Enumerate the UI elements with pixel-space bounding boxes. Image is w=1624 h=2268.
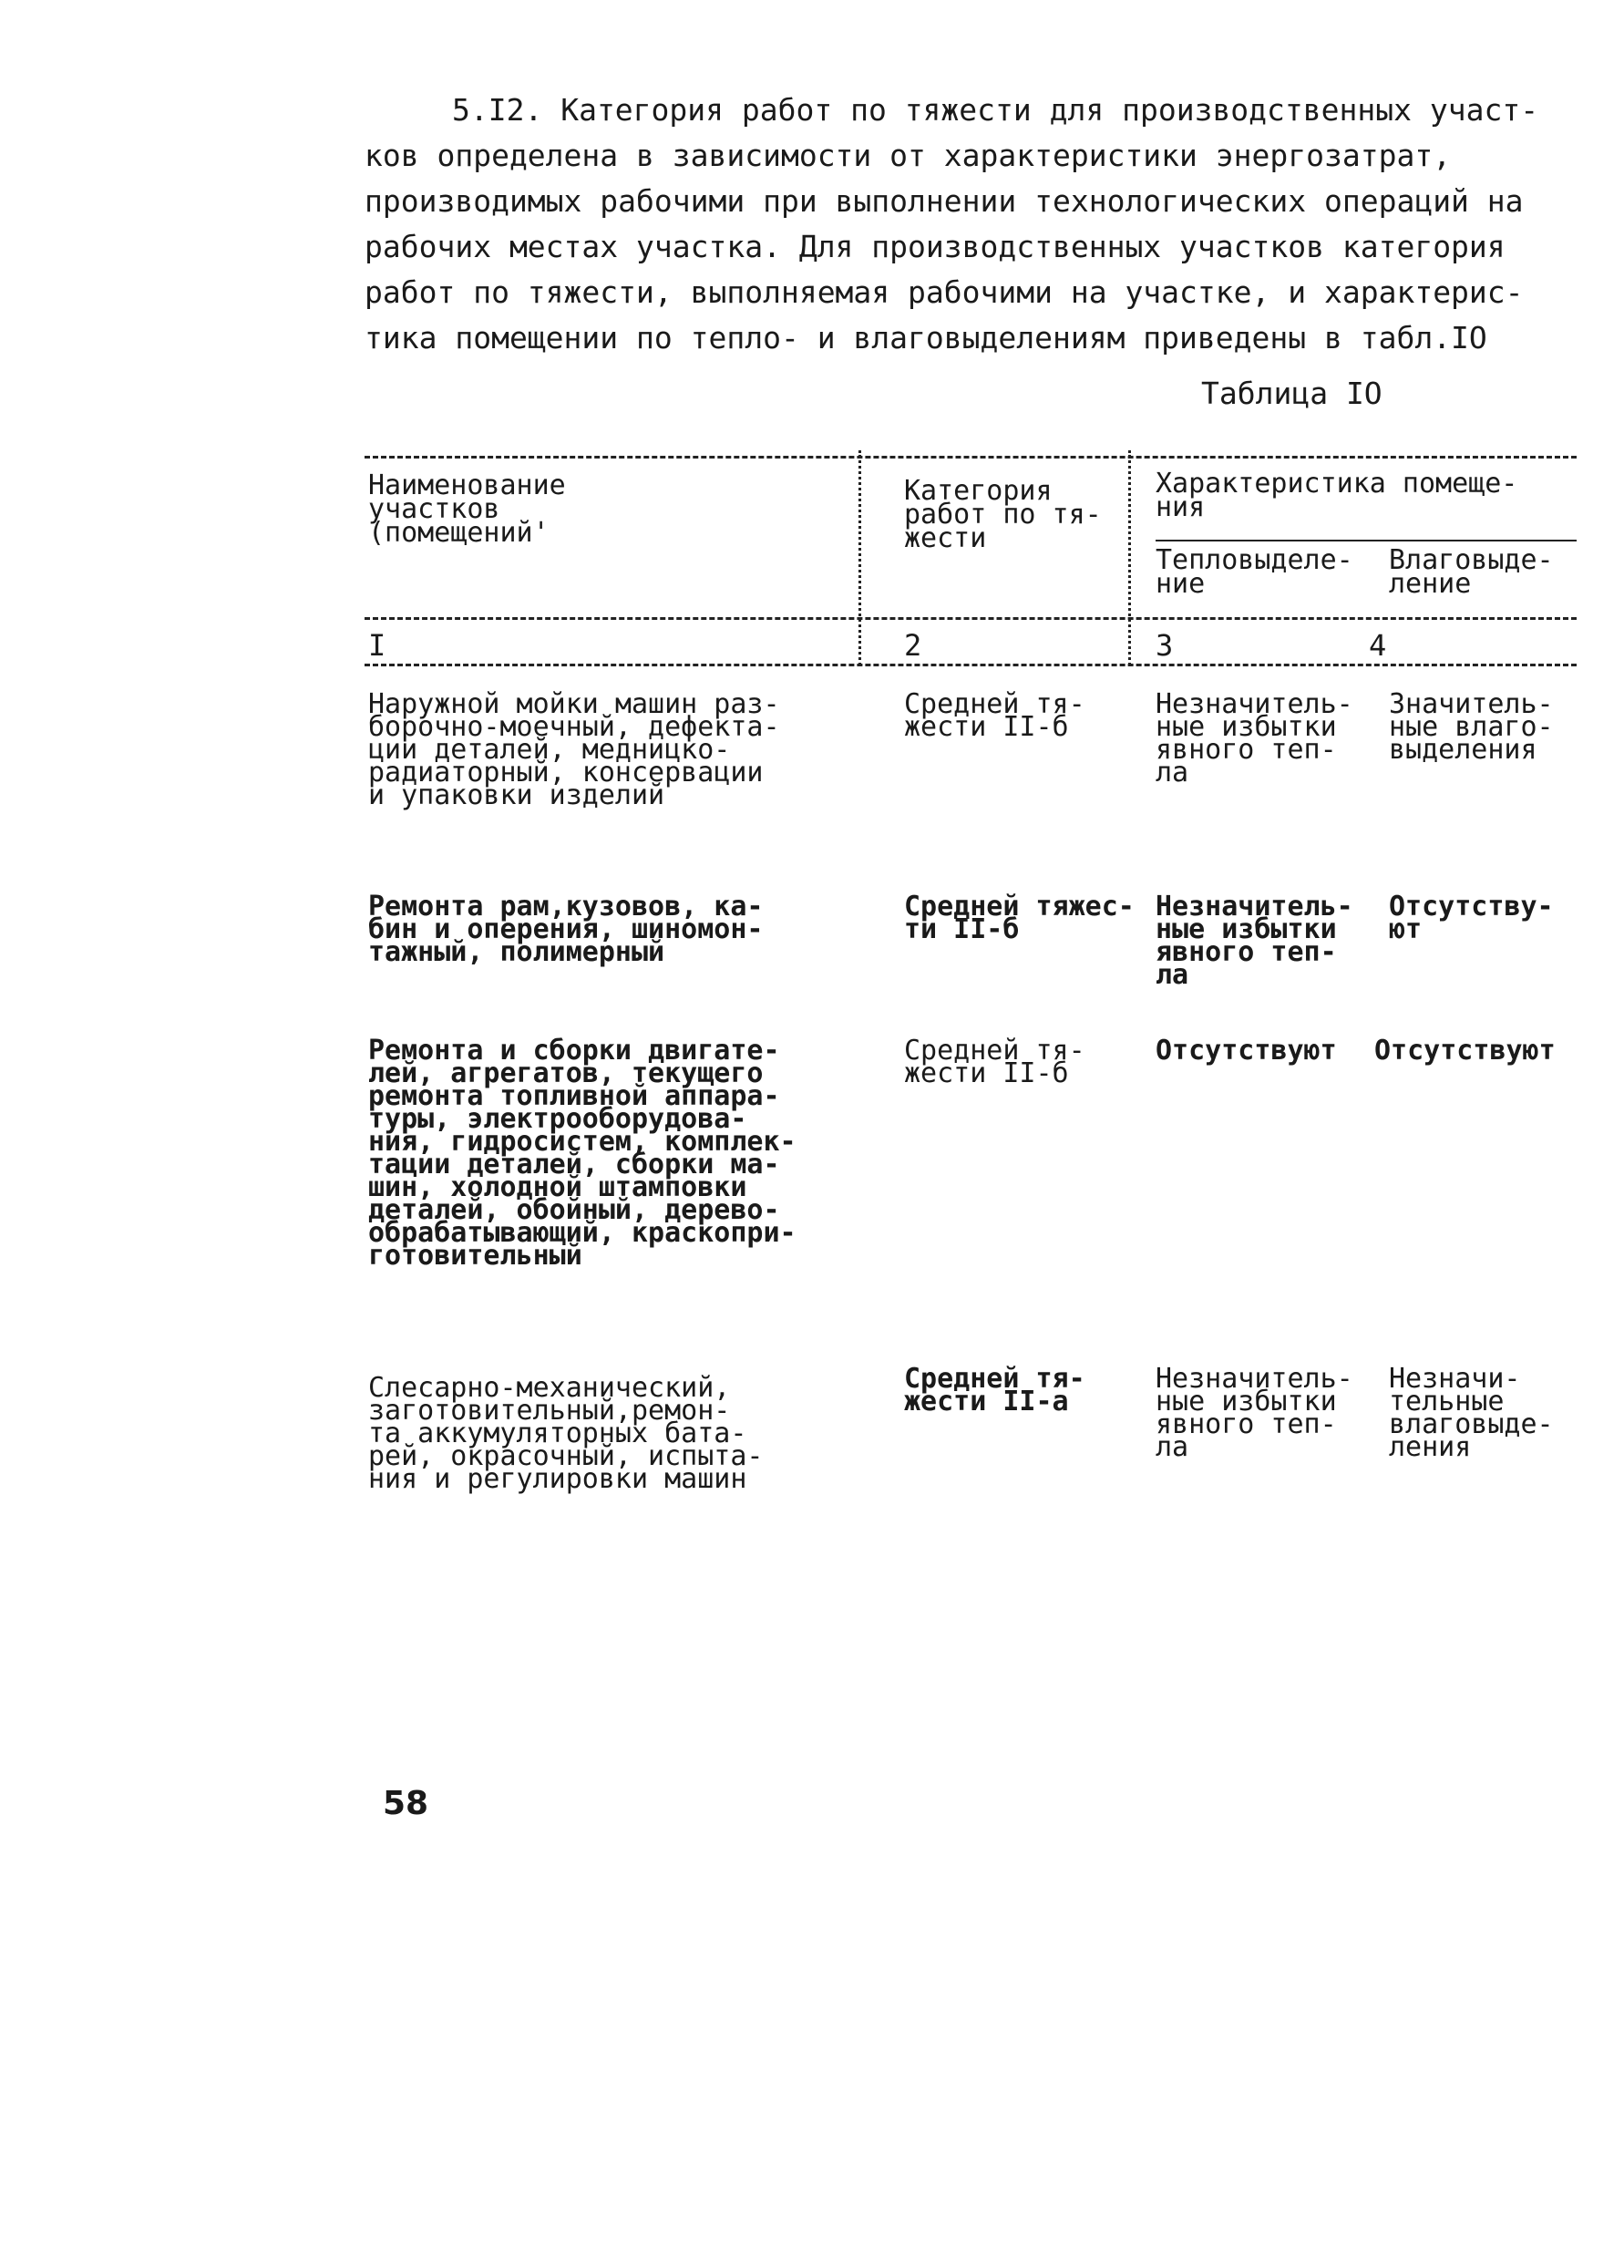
header-text: ния bbox=[1156, 491, 1206, 523]
column-number: 3 bbox=[1156, 628, 1174, 663]
row2-heat bbox=[1156, 891, 1353, 991]
row1-category bbox=[904, 688, 1085, 743]
header-col3 bbox=[1156, 544, 1353, 600]
row3-category bbox=[904, 1035, 1085, 1089]
intro-line: ков определена в зависимости от характеристики энергозатрат, bbox=[365, 138, 1452, 173]
intro-line: производимых рабочими при выполнении технологических операций на bbox=[365, 183, 1524, 219]
intro-paragraph bbox=[365, 88, 1549, 361]
cell-text: ют bbox=[1389, 913, 1423, 945]
cell-text: влаговыде- bbox=[1389, 1408, 1554, 1440]
cell-text: ла bbox=[1156, 1431, 1189, 1463]
cell-text: рей, окрасочный, испыта- bbox=[368, 1440, 764, 1472]
header-group bbox=[1156, 468, 1518, 523]
header-text: Наименование bbox=[368, 469, 566, 501]
row4-moisture bbox=[1389, 1363, 1554, 1463]
header-text: (помещений' bbox=[368, 517, 550, 549]
cell-text: ные влаго- bbox=[1389, 711, 1554, 743]
header-rule bbox=[365, 617, 1577, 620]
cell-text: и упаковки изделий bbox=[368, 779, 665, 811]
row1-heat bbox=[1156, 688, 1353, 789]
intro-line: работ по тяжести, выполняемая рабочими на участке, и характерис- bbox=[365, 274, 1524, 310]
column-separator bbox=[858, 450, 861, 665]
cell-text: Наружной мойки машин раз- bbox=[368, 688, 780, 720]
cell-text: деталей, обойный, дерево- bbox=[368, 1194, 780, 1226]
cell-text: лей, агрегатов, текущего bbox=[368, 1057, 764, 1089]
cell-text: выделения bbox=[1389, 734, 1537, 766]
header-col2 bbox=[904, 475, 1102, 554]
cell-text: тельные bbox=[1389, 1386, 1505, 1418]
intro-line: тика помещении по тепло- и влаговыделениям приведены в табл.IO bbox=[365, 320, 1487, 356]
cell-text: Незначи- bbox=[1389, 1363, 1521, 1395]
header-text: жести bbox=[904, 522, 987, 554]
cell-text: явного теп- bbox=[1156, 1408, 1337, 1440]
header-text: работ по тя- bbox=[904, 499, 1102, 531]
cell-text: шин, холодной штамповки bbox=[368, 1171, 747, 1203]
cell-text: жести II-б bbox=[904, 711, 1069, 743]
cell-text: ления bbox=[1389, 1431, 1472, 1463]
cell-text: Слесарно-механический, bbox=[368, 1372, 731, 1404]
header-text: Тепловыделе- bbox=[1156, 544, 1353, 576]
page-number: 58 bbox=[383, 1785, 429, 1822]
row3-moisture bbox=[1374, 1035, 1556, 1067]
cell-text: борочно-моечный, дефекта- bbox=[368, 711, 780, 743]
cell-text: Незначитель- bbox=[1156, 891, 1353, 923]
cell-text: ния, гидросистем, комплек- bbox=[368, 1126, 797, 1158]
row2-category bbox=[904, 891, 1135, 945]
cell-text: Ремонта и сборки двигате- bbox=[368, 1035, 780, 1067]
header-text: Характеристика помеще- bbox=[1156, 468, 1518, 500]
row3-name bbox=[368, 1035, 797, 1272]
column-number: 4 bbox=[1369, 628, 1387, 663]
cell-text: тации деталей, сборки ма- bbox=[368, 1149, 780, 1180]
table-caption: Таблица IO bbox=[1201, 376, 1382, 411]
cell-text: туры, электрооборудова- bbox=[368, 1103, 747, 1135]
column-separator bbox=[1128, 450, 1131, 665]
cell-text: ния и регулировки машин bbox=[368, 1463, 747, 1495]
row3-heat bbox=[1156, 1035, 1337, 1067]
row4-category bbox=[904, 1363, 1085, 1418]
cell-text: та аккумуляторных бата- bbox=[368, 1418, 747, 1449]
row1-name bbox=[368, 688, 780, 811]
header-text: ние bbox=[1156, 568, 1206, 600]
numbers-rule bbox=[365, 664, 1577, 666]
header-text: Влаговыде- bbox=[1389, 544, 1554, 576]
cell-text: ла bbox=[1156, 757, 1189, 789]
header-text: ление bbox=[1389, 568, 1472, 600]
row2-name bbox=[368, 891, 764, 968]
cell-text: Незначитель- bbox=[1156, 1363, 1353, 1395]
cell-text: Средней тя- bbox=[904, 1035, 1085, 1067]
header-text: Категория bbox=[904, 475, 1053, 507]
row1-moisture bbox=[1389, 688, 1554, 766]
cell-text: Отсутствуют bbox=[1156, 1035, 1337, 1067]
intro-line: 5.I2. Категория работ по тяжести для производственных участ- bbox=[452, 92, 1539, 128]
cell-text: ные избытки bbox=[1156, 711, 1337, 743]
cell-text: явного теп- bbox=[1156, 734, 1337, 766]
row4-name bbox=[368, 1372, 764, 1495]
cell-text: заготовительный,ремон- bbox=[368, 1395, 731, 1427]
cell-text: ные избытки bbox=[1156, 1386, 1337, 1418]
cell-text: Средней тя- bbox=[904, 1363, 1085, 1395]
table-top-rule bbox=[365, 456, 1577, 459]
cell-text: обрабатывающий, краскопри- bbox=[368, 1217, 797, 1249]
cell-text: ные избытки bbox=[1156, 913, 1337, 945]
cell-text: жести II-б bbox=[904, 1057, 1069, 1089]
cell-text: Отсутствуют bbox=[1374, 1035, 1556, 1067]
cell-text: Незначитель- bbox=[1156, 688, 1353, 720]
cell-text: ти II-б bbox=[904, 913, 1020, 945]
cell-text: тажный, полимерный bbox=[368, 936, 665, 968]
intro-line: рабочих местах участка. Для производственных участков категория bbox=[365, 229, 1506, 264]
cell-text: Средней тяжес- bbox=[904, 891, 1135, 923]
cell-text: ла bbox=[1156, 959, 1189, 991]
cell-text: радиаторный, консервации bbox=[368, 757, 764, 789]
cell-text: готовительный bbox=[368, 1240, 582, 1272]
column-number: 2 bbox=[904, 628, 922, 663]
row2-moisture bbox=[1389, 891, 1554, 945]
cell-text: Средней тя- bbox=[904, 688, 1085, 720]
header-text: участков bbox=[368, 493, 500, 525]
cell-text: ремонта топливной аппара- bbox=[368, 1080, 780, 1112]
row4-heat bbox=[1156, 1363, 1353, 1463]
header-col1 bbox=[368, 469, 566, 549]
cell-text: явного теп- bbox=[1156, 936, 1337, 968]
cell-text: Ремонта рам,кузовов, ка- bbox=[368, 891, 764, 923]
subheader-rule bbox=[1156, 540, 1577, 541]
cell-text: Отсутству- bbox=[1389, 891, 1554, 923]
cell-text: бин и оперения, шиномон- bbox=[368, 913, 764, 945]
header-col4 bbox=[1389, 544, 1554, 600]
cell-text: жести II-а bbox=[904, 1386, 1069, 1418]
cell-text: ции деталей, медницко- bbox=[368, 734, 731, 766]
column-number: I bbox=[368, 628, 386, 663]
cell-text: Значитель- bbox=[1389, 688, 1554, 720]
